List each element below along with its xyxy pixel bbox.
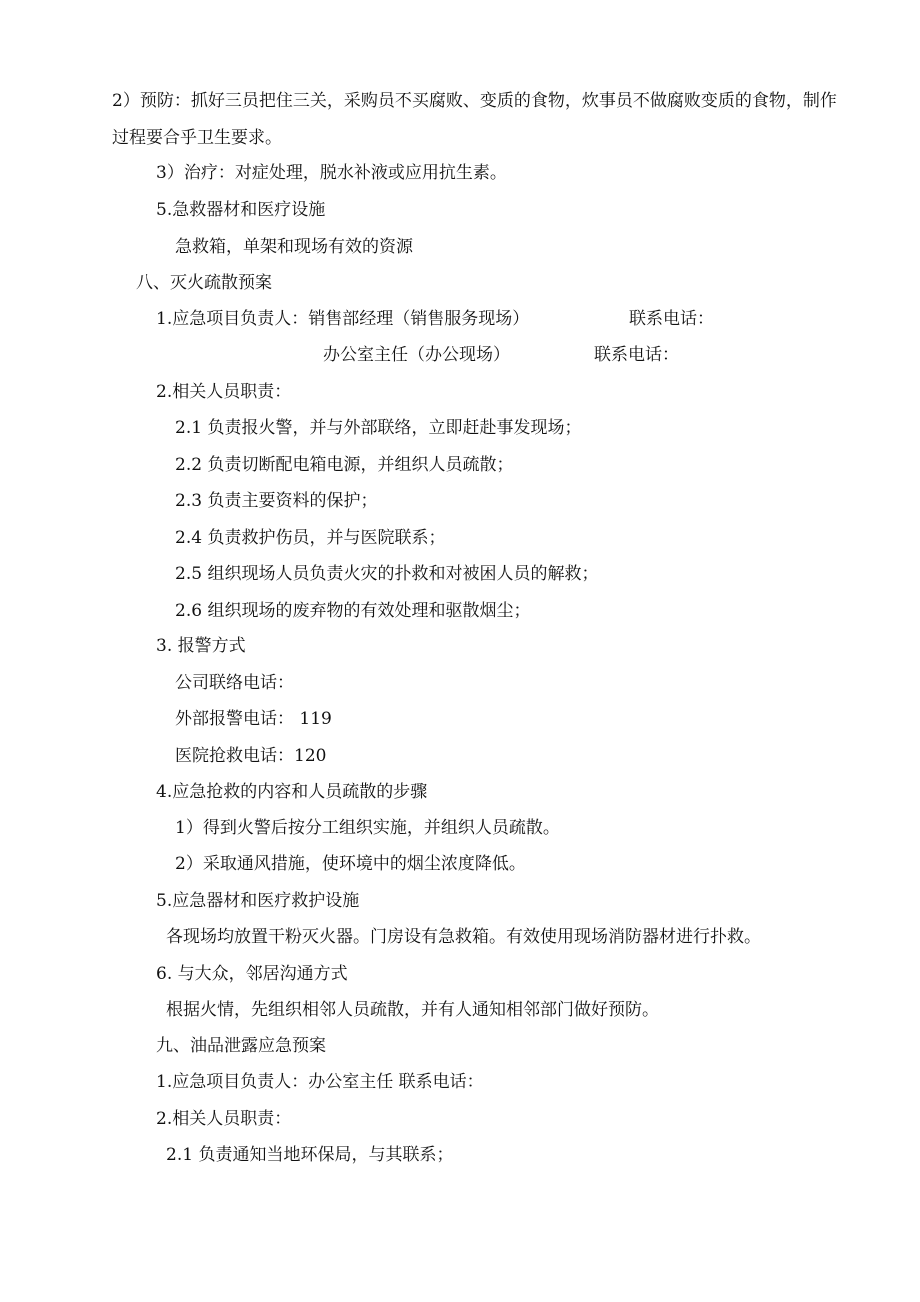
list-item-duty-2-4: 2.4 负责救护伤员，并与医院联系； xyxy=(175,528,446,548)
text-hospital-phone: 医院抢救电话：120 xyxy=(175,746,327,766)
text-communication-method: 根据火情，先组织相邻人员疏散，并有人通知相邻部门做好预防。 xyxy=(166,1000,659,1020)
list-item-duty-2-2: 2.2 负责切断配电箱电源，并组织人员疏散； xyxy=(175,455,514,475)
text-company-phone: 公司联络电话： xyxy=(175,673,294,693)
heading-communication-method: 6. 与大众，邻居沟通方式 xyxy=(156,964,348,984)
list-item-step-2: 2）采取通风措施，使环境中的烟尘浓度降低。 xyxy=(175,854,526,874)
text-fire-phone-sales: 联系电话： xyxy=(629,309,714,329)
text-oil-leader: 1.应急项目负责人：办公室主任 联系电话： xyxy=(156,1072,484,1092)
list-item-duty-2-1: 2.1 负责报火警，并与外部联络，立即赶赴事发现场； xyxy=(175,418,582,438)
text-fire-leader-office: 办公室主任（办公现场） xyxy=(323,345,510,365)
heading-fire-duties: 2.相关人员职责： xyxy=(156,382,292,402)
list-item-step-1: 1）得到火警后按分工组织实施，并组织人员疏散。 xyxy=(175,818,560,838)
text-first-aid-resources: 急救箱，单架和现场有效的资源 xyxy=(175,237,413,257)
paragraph-prevention: 2）预防：抓好三员把住三关，采购员不买腐败、变质的食物，炊事员不做腐败变质的食物，制作过程要合乎卫生要求。 xyxy=(112,91,837,148)
section-heading-oil-leak: 九、油品泄露应急预案 xyxy=(156,1036,326,1056)
heading-alarm-method: 3. 报警方式 xyxy=(156,636,246,656)
heading-rescue-equipment: 5.应急器材和医疗救护设施 xyxy=(156,891,360,911)
section-heading-fire-evacuation: 八、灭火疏散预案 xyxy=(136,273,272,293)
list-item-oil-duty-2-1: 2.1 负责通知当地环保局，与其联系； xyxy=(166,1145,454,1165)
text-fire-phone-office: 联系电话： xyxy=(594,345,679,365)
heading-rescue-evacuation-steps: 4.应急抢救的内容和人员疏散的步骤 xyxy=(156,782,428,802)
paragraph-treatment: 3）治疗：对症处理，脱水补液或应用抗生素。 xyxy=(156,163,507,183)
heading-oil-duties: 2.相关人员职责： xyxy=(156,1109,292,1129)
text-external-alarm-phone: 外部报警电话： 119 xyxy=(175,709,332,729)
text-rescue-equipment: 各现场均放置干粉灭火器。门房设有急救箱。有效使用现场消防器材进行扑救。 xyxy=(166,927,761,947)
heading-first-aid-equipment: 5.急救器材和医疗设施 xyxy=(156,200,326,220)
list-item-duty-2-3: 2.3 负责主要资料的保护； xyxy=(175,491,378,511)
list-item-duty-2-6: 2.6 组织现场的废弃物的有效处理和驱散烟尘； xyxy=(175,601,531,621)
list-item-duty-2-5: 2.5 组织现场人员负责火灾的扑救和对被困人员的解救； xyxy=(175,564,599,584)
text-fire-leader-sales: 1.应急项目负责人：销售部经理（销售服务现场） xyxy=(156,309,530,329)
